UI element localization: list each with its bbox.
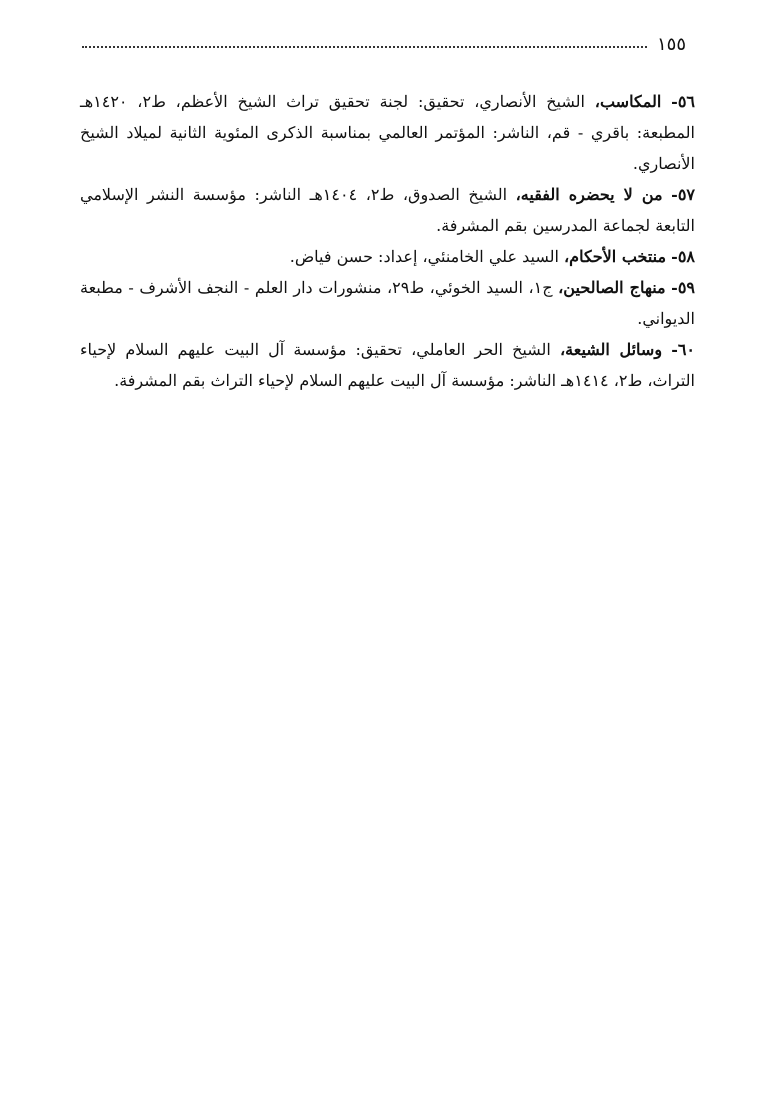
entry-title: منهاج الصالحين، xyxy=(558,278,666,297)
page-number: ١٥٥ xyxy=(656,33,686,55)
bibliography-list xyxy=(80,86,695,396)
entry-details: الشيخ الحر العاملي، تحقيق: مؤسسة آل البيت عليهم السلام لإحياء التراث، ط٢، ١٤١٤هـ الناشر: مؤسسة آل البيت عليهم السلام لإحياء التراث بقم المشرفة. xyxy=(80,340,695,390)
entry-number: ٥٧- xyxy=(671,185,695,204)
entry-title: من لا يحضره الفقيه، xyxy=(515,185,663,204)
page-header xyxy=(82,30,686,58)
entry-number: ٥٩- xyxy=(671,278,695,297)
entry-details: السيد علي الخامنئي، إعداد: حسن فياض. xyxy=(289,247,559,266)
bibliography-entry-57 xyxy=(80,179,695,241)
entry-number: ٥٨- xyxy=(671,247,695,266)
entry-details: الشيخ الصدوق، ط٢، ١٤٠٤هـ الناشر: مؤسسة النشر الإسلامي التابعة لجماعة المدرسين بقم المشرفة. xyxy=(80,185,695,235)
entry-details: ج١، السيد الخوئي، ط٢٩، منشورات دار العلم - النجف الأشرف - مطبعة الديواني. xyxy=(80,278,695,328)
entry-title: منتخب الأحكام، xyxy=(564,247,667,266)
bibliography-entry-59 xyxy=(80,272,695,334)
bibliography-entry-60 xyxy=(80,334,695,396)
entry-number: ٥٦- xyxy=(671,92,695,111)
bibliography-entry-56 xyxy=(80,86,695,179)
entry-number: ٦٠- xyxy=(671,340,696,359)
entry-title: وسائل الشيعة، xyxy=(559,340,663,359)
entry-title: المكاسب، xyxy=(594,92,662,111)
dotted-leader xyxy=(82,46,647,48)
bibliography-entry-58 xyxy=(80,241,695,272)
entry-details: الشيخ الأنصاري، تحقيق: لجنة تحقيق تراث الشيخ الأعظم، ط٢، ١٤٢٠هـ المطبعة: باقري - قم، الناشر: المؤتمر العالمي بمناسبة الذكرى المئوية الثانية لميلاد الشيخ الأنصاري. xyxy=(80,92,695,173)
